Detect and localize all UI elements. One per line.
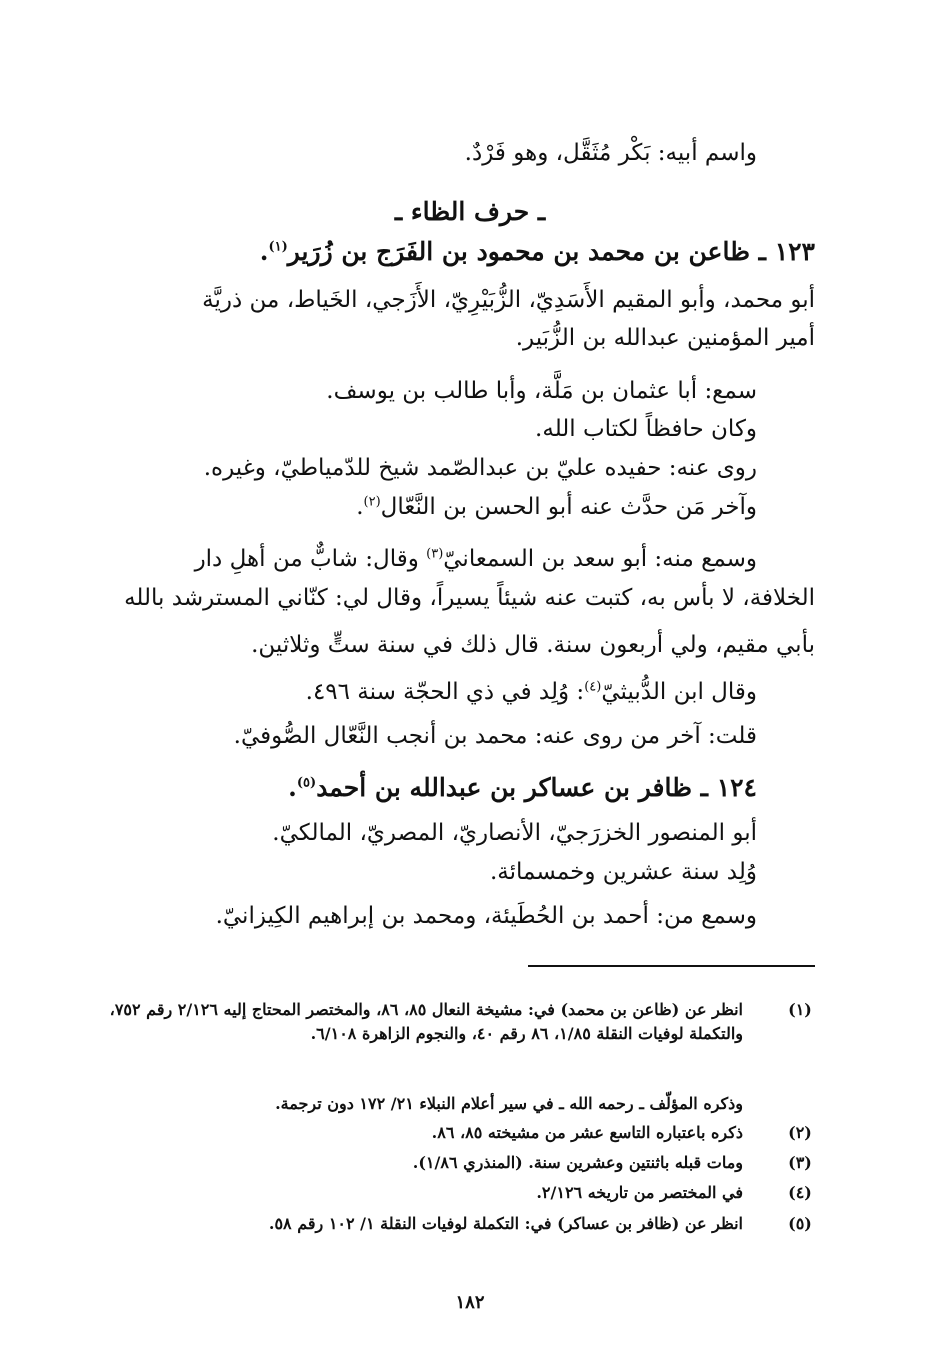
text-line: بأبي مقيم، ولي أربعون سنة. قال ذلك في سنة ستٍّ وثلاثين.: [251, 632, 815, 658]
text-line: الخلافة، لا بأس به، كتبت عنه شيئاً يسيراً، وقال لي: كنّاني المسترشد بالله: [124, 585, 815, 611]
footnote-1: [100, 998, 815, 1074]
section-heading: ـ حرف الظاء ـ: [394, 197, 546, 226]
text-line: وكان حافظاً لكتاب الله.: [535, 416, 757, 442]
footnote-text: انظر عن (ظاعن بن محمد) في: مشيخة النعال ٨٥، ٨٦، والمختصر المحتاج إليه ٢/١٢٦ رقم ٧٥٢، والتكملة لوفيات النقلة ١/٨٥، ٨٦ رقم ٤٠، والنجوم الزاهرة ٦/١٠٨.: [109, 1000, 743, 1043]
footnote-text: في المختصر من تاريخه ٢/١٢٦.: [536, 1183, 743, 1202]
footnote-ref: (٤): [584, 679, 602, 695]
text-line: وسمع من: أحمد بن الحُطَيئة، ومحمد بن إبراهيم الكِيزانيّ.: [215, 903, 757, 929]
line-text: وسمع منه: أبو سعد بن السمعانيّ: [443, 546, 757, 572]
footnote-ref: (١): [268, 239, 288, 255]
text-line: وُلِد سنة عشرين وخمسمائة.: [490, 859, 757, 885]
footnote-text: انظر عن (ظافر بن عساكر) في: التكملة لوفيات النقلة ١/ ١٠٢ رقم ٥٨.: [268, 1214, 743, 1233]
line-text: وآخر مَن حدَّث عنه أبو الحسن بن النَّعّال: [380, 494, 757, 520]
footnote-text: ذكره باعتباره التاسع عشر من مشيخته ٨٥، ٨٦.: [431, 1123, 743, 1142]
footnote-number: (٥): [788, 1214, 812, 1233]
footnote-ref: (٥): [296, 775, 317, 791]
text-line: أمير المؤمنين عبدالله بن الزُّبَير.: [515, 325, 815, 351]
entry-title: ١٢٣ ـ ظاعن بن محمد بن محمود بن الفَرَج بن زُرَير: [287, 237, 815, 266]
footnote-number: (٤): [788, 1183, 812, 1202]
text-line: قلت: آخر من روى عنه: محمد بن أنجب النَّعّال الصُّوفيّ.: [233, 723, 757, 749]
entry-heading-124: ١٢٤ ـ ظافر بن عساكر بن عبدالله بن أحمد$^{(٥)}$.: [288, 773, 757, 802]
entry-title: ١٢٤ ـ ظافر بن عساكر بن عبدالله بن أحمد: [316, 773, 757, 802]
line-text: وقال: شابٌّ من أهلِ دار: [194, 546, 419, 572]
line-text: : وُلِد في ذي الحجّة سنة ٤٩٦.: [305, 679, 585, 705]
footnote-text: ومات قبله باثنتين وعشرين سنة. (المنذري ١/٨٦).: [412, 1153, 743, 1172]
text-line: [125, 543, 757, 575]
footnote-text: وذكره المؤلّف ـ رحمه الله ـ في سير أعلام النبلاء ٢١/ ١٧٢ دون ترجمة.: [275, 1094, 743, 1113]
footnote-ref: (٢): [363, 494, 381, 510]
text-line: أبو المنصور الخزرَجيّ، الأنصاريّ، المصريّ، المالكيّ.: [272, 820, 757, 846]
text-line: وآخر مَن حدَّث عنه أبو الحسن بن النَّعّال$^{(٢)}$.: [356, 494, 757, 520]
footnote-number: (٣): [788, 1153, 812, 1172]
text-line: واسم أبيه: بَكْر مُثَقَّل، وهو فَرْدٌ.: [464, 140, 757, 166]
footnote-separator: [528, 965, 815, 967]
text-line: أبو محمد، وأبو المقيم الأَسَدِيّ، الزُّبَيْرِيّ، الأَزَجي، الخَياط، من ذريَّة: [202, 287, 815, 313]
footnote-number: (١): [788, 1000, 812, 1019]
text-line: روى عنه: حفيده عليّ بن عبدالصّمد شيخ للدّمياطيّ، وغيره.: [203, 455, 757, 481]
page-number: ١٨٢: [455, 1292, 485, 1313]
text-line: سمع: أبا عثمان بن مَلَّة، وأبا طالب بن يوسف.: [326, 378, 757, 404]
text-line: [125, 676, 757, 708]
entry-heading-123: ١٢٣ ـ ظاعن بن محمد بن محمود بن الفَرَج بن زُرَير$^{(١)}$.: [259, 237, 815, 266]
line-text: وقال ابن الدُّبيثيّ: [601, 679, 757, 705]
footnote-number: (٢): [788, 1123, 812, 1142]
footnote-ref: (٣): [426, 546, 444, 562]
